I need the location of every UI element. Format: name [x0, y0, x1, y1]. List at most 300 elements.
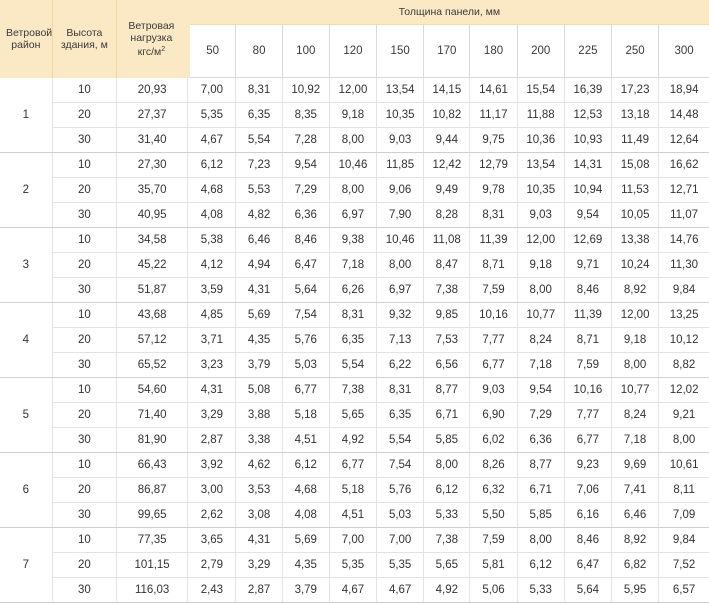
- value-cell: 6,77: [329, 453, 376, 478]
- value-cell: 4,82: [236, 203, 282, 228]
- value-cell: 8,46: [564, 528, 611, 553]
- value-cell: 12,79: [470, 153, 517, 178]
- table-row: [0, 203, 709, 228]
- value-cell: 10,82: [424, 103, 470, 128]
- value-cell: 11,08: [424, 228, 470, 253]
- load-cell: 31,40: [116, 128, 187, 153]
- table-row: [0, 428, 709, 453]
- value-cell: 3,92: [188, 453, 236, 478]
- table-row: [0, 178, 709, 203]
- value-cell: 7,53: [424, 328, 470, 353]
- value-cell: 6,90: [470, 403, 517, 428]
- height-cell: 10: [52, 303, 116, 328]
- value-cell: 6,12: [424, 478, 470, 503]
- value-cell: 12,42: [424, 153, 470, 178]
- value-cell: 7,54: [377, 453, 424, 478]
- value-cell: 8,24: [517, 328, 564, 353]
- value-cell: 4,12: [188, 253, 236, 278]
- value-cell: 9,78: [470, 178, 517, 203]
- load-cell: 43,68: [116, 303, 187, 328]
- value-cell: 8,00: [424, 453, 470, 478]
- value-cell: 10,35: [517, 178, 564, 203]
- value-cell: 11,39: [470, 228, 517, 253]
- value-cell: 16,62: [659, 153, 709, 178]
- value-cell: 9,18: [611, 328, 658, 353]
- value-cell: 6,46: [611, 503, 658, 528]
- table-row: [0, 403, 709, 428]
- height-cell: 20: [52, 553, 116, 578]
- value-cell: 6,56: [424, 353, 470, 378]
- value-cell: 8,00: [611, 353, 658, 378]
- value-cell: 2,62: [188, 503, 236, 528]
- value-cell: 5,54: [329, 353, 376, 378]
- value-cell: 15,08: [611, 153, 658, 178]
- value-cell: 9,54: [564, 203, 611, 228]
- load-cell: 34,58: [116, 228, 187, 253]
- table-row: [0, 278, 709, 303]
- value-cell: 8,00: [329, 178, 376, 203]
- value-cell: 6,46: [236, 228, 282, 253]
- value-cell: 11,17: [470, 103, 517, 128]
- value-cell: 2,87: [188, 428, 236, 453]
- value-cell: 16,39: [564, 78, 611, 103]
- value-cell: 7,18: [611, 428, 658, 453]
- value-cell: 8,00: [329, 128, 376, 153]
- load-cell: 101,15: [116, 553, 187, 578]
- value-cell: 6,02: [470, 428, 517, 453]
- value-cell: 8,71: [564, 328, 611, 353]
- value-cell: 4,51: [329, 503, 376, 528]
- value-cell: 7,00: [188, 78, 236, 103]
- value-cell: 7,77: [470, 328, 517, 353]
- value-cell: 3,08: [236, 503, 282, 528]
- value-cell: 12,00: [517, 228, 564, 253]
- value-cell: 5,38: [188, 228, 236, 253]
- value-cell: 6,35: [329, 328, 376, 353]
- value-cell: 5,35: [188, 103, 236, 128]
- value-cell: 6,77: [470, 353, 517, 378]
- value-cell: 3,88: [236, 403, 282, 428]
- value-cell: 5,53: [236, 178, 282, 203]
- value-cell: 5,18: [329, 478, 376, 503]
- value-cell: 7,38: [424, 528, 470, 553]
- value-cell: 8,46: [564, 278, 611, 303]
- load-header-label: Ветровая нагрузка кгс/м: [128, 19, 175, 58]
- load-cell: 116,03: [116, 578, 187, 603]
- value-cell: 4,67: [329, 578, 376, 603]
- load-cell: 35,70: [116, 178, 187, 203]
- value-cell: 5,18: [282, 403, 329, 428]
- value-cell: 11,88: [517, 103, 564, 128]
- value-cell: 8,26: [470, 453, 517, 478]
- value-cell: 6,36: [517, 428, 564, 453]
- value-cell: 5,65: [329, 403, 376, 428]
- load-cell: 77,35: [116, 528, 187, 553]
- value-cell: 7,28: [282, 128, 329, 153]
- value-cell: 6,97: [329, 203, 376, 228]
- load-cell: 65,52: [116, 353, 187, 378]
- value-cell: 9,03: [517, 203, 564, 228]
- value-cell: 8,00: [377, 253, 424, 278]
- value-cell: 7,00: [329, 528, 376, 553]
- value-cell: 12,02: [659, 378, 709, 403]
- value-cell: 6,12: [517, 553, 564, 578]
- value-cell: 9,84: [659, 278, 709, 303]
- thickness-header-120: 120: [329, 25, 376, 78]
- value-cell: 4,51: [282, 428, 329, 453]
- height-cell: 10: [52, 453, 116, 478]
- value-cell: 13,18: [611, 103, 658, 128]
- value-cell: 12,71: [659, 178, 709, 203]
- load-cell: 27,37: [116, 103, 187, 128]
- height-cell: 30: [52, 128, 116, 153]
- value-cell: 14,76: [659, 228, 709, 253]
- value-cell: 5,54: [236, 128, 282, 153]
- value-cell: 18,94: [659, 78, 709, 103]
- value-cell: 10,36: [517, 128, 564, 153]
- load-cell: 99,65: [116, 503, 187, 528]
- height-cell: 30: [52, 203, 116, 228]
- value-cell: 3,38: [236, 428, 282, 453]
- region-cell: 6: [0, 453, 52, 528]
- value-cell: 7,77: [564, 403, 611, 428]
- value-cell: 14,15: [424, 78, 470, 103]
- thickness-header-100: 100: [282, 25, 329, 78]
- value-cell: 5,64: [282, 278, 329, 303]
- value-cell: 10,24: [611, 253, 658, 278]
- value-cell: 9,32: [377, 303, 424, 328]
- value-cell: 9,23: [564, 453, 611, 478]
- value-cell: 10,05: [611, 203, 658, 228]
- value-cell: 6,22: [377, 353, 424, 378]
- value-cell: 8,24: [611, 403, 658, 428]
- value-cell: 3,00: [188, 478, 236, 503]
- value-cell: 6,71: [517, 478, 564, 503]
- table-row: [0, 228, 709, 253]
- load-cell: 86,87: [116, 478, 187, 503]
- value-cell: 4,85: [188, 303, 236, 328]
- value-cell: 9,44: [424, 128, 470, 153]
- load-cell: 57,12: [116, 328, 187, 353]
- value-cell: 4,92: [329, 428, 376, 453]
- value-cell: 5,76: [377, 478, 424, 503]
- value-cell: 3,65: [188, 528, 236, 553]
- table-row: [0, 553, 709, 578]
- value-cell: 4,35: [236, 328, 282, 353]
- value-cell: 10,35: [377, 103, 424, 128]
- value-cell: 9,54: [282, 153, 329, 178]
- value-cell: 4,62: [236, 453, 282, 478]
- height-header: Высота здания, м: [52, 0, 116, 78]
- value-cell: 11,07: [659, 203, 709, 228]
- value-cell: 8,92: [611, 278, 658, 303]
- value-cell: 7,41: [611, 478, 658, 503]
- value-cell: 5,08: [236, 378, 282, 403]
- value-cell: 5,33: [424, 503, 470, 528]
- value-cell: 11,53: [611, 178, 658, 203]
- value-cell: 17,23: [611, 78, 658, 103]
- value-cell: 4,31: [188, 378, 236, 403]
- value-cell: 6,57: [659, 578, 709, 603]
- value-cell: 7,29: [517, 403, 564, 428]
- thickness-header-300: 300: [659, 25, 709, 78]
- height-cell: 30: [52, 278, 116, 303]
- value-cell: 9,38: [329, 228, 376, 253]
- table-row: [0, 328, 709, 353]
- height-cell: 30: [52, 353, 116, 378]
- value-cell: 4,68: [188, 178, 236, 203]
- value-cell: 13,25: [659, 303, 709, 328]
- value-cell: 13,38: [611, 228, 658, 253]
- value-cell: 6,97: [377, 278, 424, 303]
- table-row: [0, 353, 709, 378]
- value-cell: 5,85: [517, 503, 564, 528]
- value-cell: 5,76: [282, 328, 329, 353]
- value-cell: 11,39: [564, 303, 611, 328]
- table-row: [0, 303, 709, 328]
- value-cell: 4,08: [188, 203, 236, 228]
- value-cell: 8,31: [329, 303, 376, 328]
- value-cell: 6,71: [424, 403, 470, 428]
- value-cell: 6,12: [188, 153, 236, 178]
- value-cell: 6,35: [236, 103, 282, 128]
- value-cell: 12,69: [564, 228, 611, 253]
- value-cell: 8,00: [517, 528, 564, 553]
- value-cell: 2,87: [236, 578, 282, 603]
- thickness-header-150: 150: [377, 25, 424, 78]
- value-cell: 3,79: [282, 578, 329, 603]
- value-cell: 6,47: [564, 553, 611, 578]
- region-cell: 4: [0, 303, 52, 378]
- value-cell: 7,90: [377, 203, 424, 228]
- value-cell: 4,35: [282, 553, 329, 578]
- value-cell: 7,06: [564, 478, 611, 503]
- value-cell: 8,00: [517, 278, 564, 303]
- value-cell: 4,31: [236, 278, 282, 303]
- table-row: [0, 478, 709, 503]
- thickness-header-250: 250: [611, 25, 658, 78]
- value-cell: 5,81: [470, 553, 517, 578]
- thickness-header-225: 225: [564, 25, 611, 78]
- value-cell: 6,35: [377, 403, 424, 428]
- value-cell: 8,11: [659, 478, 709, 503]
- value-cell: 6,16: [564, 503, 611, 528]
- value-cell: 5,69: [282, 528, 329, 553]
- value-cell: 5,54: [377, 428, 424, 453]
- value-cell: 7,13: [377, 328, 424, 353]
- value-cell: 6,77: [282, 378, 329, 403]
- value-cell: 4,68: [282, 478, 329, 503]
- value-cell: 12,53: [564, 103, 611, 128]
- table-row: [0, 103, 709, 128]
- table-row: [0, 378, 709, 403]
- value-cell: 6,36: [282, 203, 329, 228]
- value-cell: 7,18: [329, 253, 376, 278]
- value-cell: 7,29: [282, 178, 329, 203]
- value-cell: 3,23: [188, 353, 236, 378]
- value-cell: 5,03: [377, 503, 424, 528]
- value-cell: 5,69: [236, 303, 282, 328]
- height-cell: 30: [52, 428, 116, 453]
- value-cell: 7,38: [424, 278, 470, 303]
- value-cell: 8,31: [377, 378, 424, 403]
- value-cell: 9,18: [517, 253, 564, 278]
- value-cell: 14,31: [564, 153, 611, 178]
- height-cell: 20: [52, 328, 116, 353]
- table-row: [0, 503, 709, 528]
- value-cell: 12,00: [611, 303, 658, 328]
- region-cell: 7: [0, 528, 52, 603]
- value-cell: 7,59: [564, 353, 611, 378]
- height-cell: 30: [52, 503, 116, 528]
- value-cell: 3,29: [236, 553, 282, 578]
- value-cell: 4,92: [424, 578, 470, 603]
- value-cell: 5,06: [470, 578, 517, 603]
- value-cell: 12,00: [329, 78, 376, 103]
- value-cell: 14,61: [470, 78, 517, 103]
- value-cell: 9,84: [659, 528, 709, 553]
- region-cell: 5: [0, 378, 52, 453]
- value-cell: 5,50: [470, 503, 517, 528]
- value-cell: 11,30: [659, 253, 709, 278]
- value-cell: 4,67: [377, 578, 424, 603]
- value-cell: 4,31: [236, 528, 282, 553]
- value-cell: 9,54: [517, 378, 564, 403]
- value-cell: 10,16: [564, 378, 611, 403]
- load-header: [116, 0, 187, 78]
- value-cell: 8,31: [236, 78, 282, 103]
- value-cell: 8,47: [424, 253, 470, 278]
- height-cell: 30: [52, 578, 116, 603]
- value-cell: 10,94: [564, 178, 611, 203]
- value-cell: 8,82: [659, 353, 709, 378]
- thickness-header-50: 50: [188, 25, 236, 78]
- region-header: Ветровой район: [0, 0, 52, 78]
- height-cell: 20: [52, 478, 116, 503]
- value-cell: 10,46: [377, 228, 424, 253]
- value-cell: 8,92: [611, 528, 658, 553]
- value-cell: 9,03: [470, 378, 517, 403]
- value-cell: 5,03: [282, 353, 329, 378]
- value-cell: 9,18: [329, 103, 376, 128]
- value-cell: 13,54: [517, 153, 564, 178]
- table-row: [0, 253, 709, 278]
- value-cell: 8,28: [424, 203, 470, 228]
- value-cell: 10,61: [659, 453, 709, 478]
- value-cell: 7,59: [470, 528, 517, 553]
- value-cell: 9,21: [659, 403, 709, 428]
- value-cell: 8,77: [424, 378, 470, 403]
- value-cell: 4,67: [188, 128, 236, 153]
- value-cell: 5,35: [329, 553, 376, 578]
- thickness-group-header: Толщина панели, мм: [188, 0, 709, 25]
- value-cell: 10,16: [470, 303, 517, 328]
- value-cell: 8,71: [470, 253, 517, 278]
- value-cell: 10,46: [329, 153, 376, 178]
- value-cell: 3,79: [236, 353, 282, 378]
- load-cell: 54,60: [116, 378, 187, 403]
- value-cell: 7,23: [236, 153, 282, 178]
- region-cell: 3: [0, 228, 52, 303]
- value-cell: 10,12: [659, 328, 709, 353]
- thickness-header-80: 80: [236, 25, 282, 78]
- value-cell: 12,64: [659, 128, 709, 153]
- value-cell: 2,79: [188, 553, 236, 578]
- value-cell: 3,71: [188, 328, 236, 353]
- value-cell: 11,49: [611, 128, 658, 153]
- value-cell: 8,00: [659, 428, 709, 453]
- value-cell: 8,31: [470, 203, 517, 228]
- value-cell: 7,54: [282, 303, 329, 328]
- value-cell: 4,08: [282, 503, 329, 528]
- height-cell: 20: [52, 403, 116, 428]
- load-cell: 81,90: [116, 428, 187, 453]
- height-cell: 10: [52, 528, 116, 553]
- value-cell: 6,77: [564, 428, 611, 453]
- value-cell: 4,94: [236, 253, 282, 278]
- value-cell: 9,06: [377, 178, 424, 203]
- thickness-header-180: 180: [470, 25, 517, 78]
- value-cell: 5,35: [377, 553, 424, 578]
- value-cell: 7,59: [470, 278, 517, 303]
- value-cell: 5,64: [564, 578, 611, 603]
- value-cell: 7,09: [659, 503, 709, 528]
- value-cell: 9,75: [470, 128, 517, 153]
- height-cell: 10: [52, 153, 116, 178]
- load-cell: 27,30: [116, 153, 187, 178]
- height-cell: 20: [52, 253, 116, 278]
- value-cell: 10,77: [517, 303, 564, 328]
- value-cell: 9,03: [377, 128, 424, 153]
- value-cell: 5,95: [611, 578, 658, 603]
- value-cell: 13,54: [377, 78, 424, 103]
- load-cell: 45,22: [116, 253, 187, 278]
- value-cell: 8,46: [282, 228, 329, 253]
- value-cell: 3,59: [188, 278, 236, 303]
- table-row: [0, 528, 709, 553]
- value-cell: 6,12: [282, 453, 329, 478]
- value-cell: 9,69: [611, 453, 658, 478]
- table-row: [0, 78, 709, 103]
- value-cell: 3,29: [188, 403, 236, 428]
- value-cell: 5,85: [424, 428, 470, 453]
- value-cell: 5,65: [424, 553, 470, 578]
- value-cell: 9,49: [424, 178, 470, 203]
- load-cell: 51,87: [116, 278, 187, 303]
- value-cell: 5,33: [517, 578, 564, 603]
- table-row: [0, 128, 709, 153]
- value-cell: 10,77: [611, 378, 658, 403]
- height-cell: 10: [52, 228, 116, 253]
- value-cell: 10,93: [564, 128, 611, 153]
- value-cell: 3,53: [236, 478, 282, 503]
- value-cell: 7,18: [517, 353, 564, 378]
- region-cell: 1: [0, 78, 52, 153]
- value-cell: 7,52: [659, 553, 709, 578]
- thickness-header-170: 170: [424, 25, 470, 78]
- load-header-sup: 2: [161, 45, 166, 53]
- value-cell: 7,00: [377, 528, 424, 553]
- value-cell: 7,38: [329, 378, 376, 403]
- value-cell: 8,77: [517, 453, 564, 478]
- load-cell: 40,95: [116, 203, 187, 228]
- value-cell: 6,32: [470, 478, 517, 503]
- region-cell: 2: [0, 153, 52, 228]
- table-row: [0, 453, 709, 478]
- height-cell: 10: [52, 378, 116, 403]
- height-cell: 20: [52, 103, 116, 128]
- load-cell: 66,43: [116, 453, 187, 478]
